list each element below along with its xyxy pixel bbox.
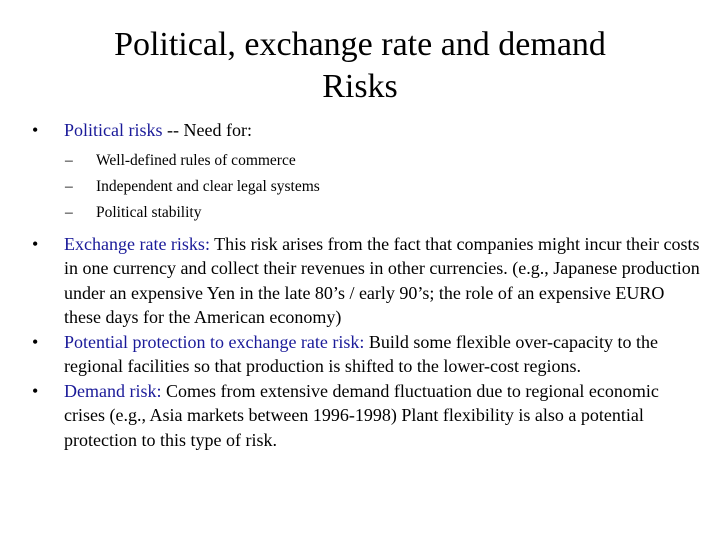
bullet-list	[32, 118, 704, 452]
bullet-text: This risk arises from the fact that companies might incur their costs in one currency and collect their revenues in other currencies. (e.g., Japanese production under an expensive Yen in the late 80’s / early 90’s; the role of an expensive EURO these days for the American economy)	[64, 233, 700, 327]
bullet-marker: •	[32, 120, 39, 140]
bullet-label: Political risks	[64, 120, 163, 140]
bullet-text: -- Need for:	[162, 120, 252, 140]
bullet-text: Comes from extensive demand fluctuation due to regional economic crises (e.g., Asia markets between 1996-1998) Plant flexibility is also a potential protection to this type of risk.	[64, 380, 659, 450]
bullet-label: Exchange rate risks:	[64, 233, 210, 254]
bullet-text: Build some flexible over-capacity to the regional facilities so that production is shifted to the lower-cost regions.	[64, 331, 658, 376]
bullet-label: Potential protection to exchange rate risk:	[64, 331, 365, 352]
slide-title	[60, 24, 660, 108]
dash-marker: –	[65, 203, 73, 221]
sub-item-text: Independent and clear legal systems	[96, 177, 320, 195]
sub-item	[65, 200, 704, 226]
bullet-label: Demand risk:	[64, 380, 162, 401]
sub-item	[65, 174, 704, 200]
sub-item-text: Well-defined rules of commerce	[96, 151, 296, 169]
bullet-political-risks	[32, 118, 704, 143]
bullet-potential-protection	[32, 330, 704, 379]
dash-marker: –	[65, 151, 73, 169]
bullet-marker: •	[32, 380, 39, 401]
bullet-marker: •	[32, 233, 39, 254]
slide-title-line2: Risks	[322, 68, 398, 105]
bullet-demand-risk	[32, 379, 704, 453]
sub-item-text: Political stability	[96, 203, 202, 221]
dash-marker: –	[65, 177, 73, 195]
sub-item	[65, 148, 704, 174]
bullet-marker: •	[32, 331, 39, 352]
political-risks-sublist	[65, 148, 704, 226]
slide-title-line1: Political, exchange rate and demand	[114, 26, 606, 63]
bullet-exchange-rate-risks	[32, 232, 704, 330]
